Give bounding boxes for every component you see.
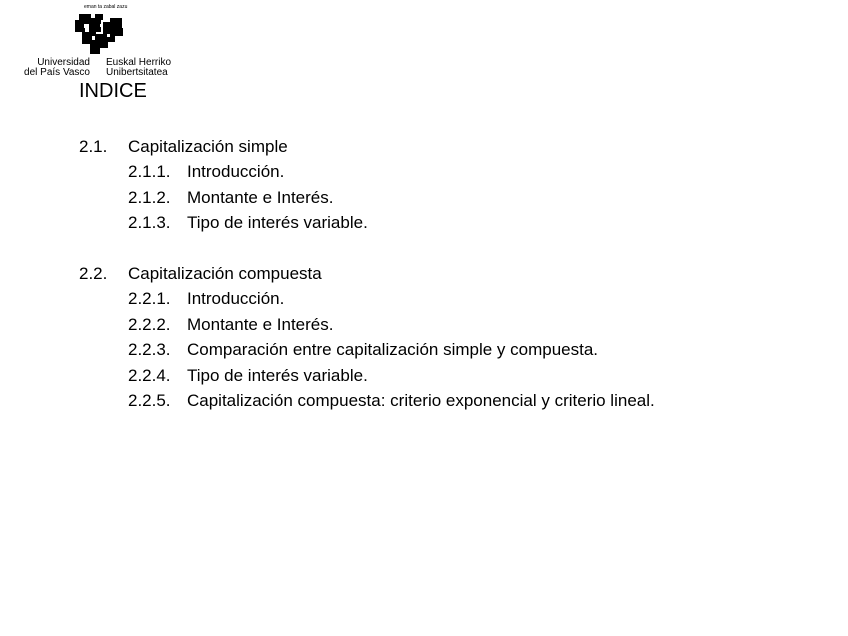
toc-item <box>79 287 819 313</box>
toc-item <box>79 363 819 389</box>
toc-label: Montante e Interés. <box>187 314 334 334</box>
table-of-contents <box>79 134 819 439</box>
logo-line: Unibertsitatea <box>106 67 168 78</box>
toc-item <box>79 160 819 186</box>
toc-item <box>79 211 819 237</box>
toc-number: 2.2.3. <box>128 340 171 360</box>
toc-label: Capitalización compuesta <box>128 263 322 283</box>
toc-item <box>79 389 819 415</box>
university-logo <box>8 4 188 84</box>
toc-label: Comparación entre capitalización simple y compuesta. <box>187 340 599 360</box>
toc-number: 2.1.3. <box>128 213 171 233</box>
toc-item <box>79 185 819 211</box>
toc-item <box>79 312 819 338</box>
toc-number: 2.1. <box>79 136 108 156</box>
toc-number: 2.2.5. <box>128 391 171 411</box>
toc-label: Introducción. <box>187 289 285 309</box>
toc-section-2-1 <box>79 134 819 236</box>
toc-label: Capitalización compuesta: criterio exponencial y criterio lineal. <box>187 391 655 411</box>
toc-heading <box>79 134 819 160</box>
page-title: INDICE <box>79 80 147 102</box>
toc-number: 2.1.1. <box>128 162 171 182</box>
logo-university-name-eu <box>106 58 171 78</box>
logo-motto: eman ta zabal zazu <box>84 4 128 10</box>
toc-number: 2.2.2. <box>128 314 171 334</box>
toc-label: Capitalización simple <box>128 136 288 156</box>
tree-logo-icon <box>70 10 128 56</box>
toc-section-2-2 <box>79 261 819 414</box>
logo-university-name-es <box>11 58 90 78</box>
toc-label: Tipo de interés variable. <box>187 365 368 385</box>
toc-heading <box>79 261 819 287</box>
logo-line: del País Vasco <box>24 67 90 78</box>
toc-number: 2.2.4. <box>128 365 171 385</box>
toc-label: Tipo de interés variable. <box>187 213 368 233</box>
logo-line: Universidad <box>37 57 90 68</box>
toc-item <box>79 338 819 364</box>
toc-number: 2.1.2. <box>128 187 171 207</box>
toc-label: Introducción. <box>187 162 285 182</box>
toc-label: Montante e Interés. <box>187 187 334 207</box>
toc-number: 2.2.1. <box>128 289 171 309</box>
toc-number: 2.2. <box>79 263 108 283</box>
logo-line: Euskal Herriko <box>106 57 172 68</box>
